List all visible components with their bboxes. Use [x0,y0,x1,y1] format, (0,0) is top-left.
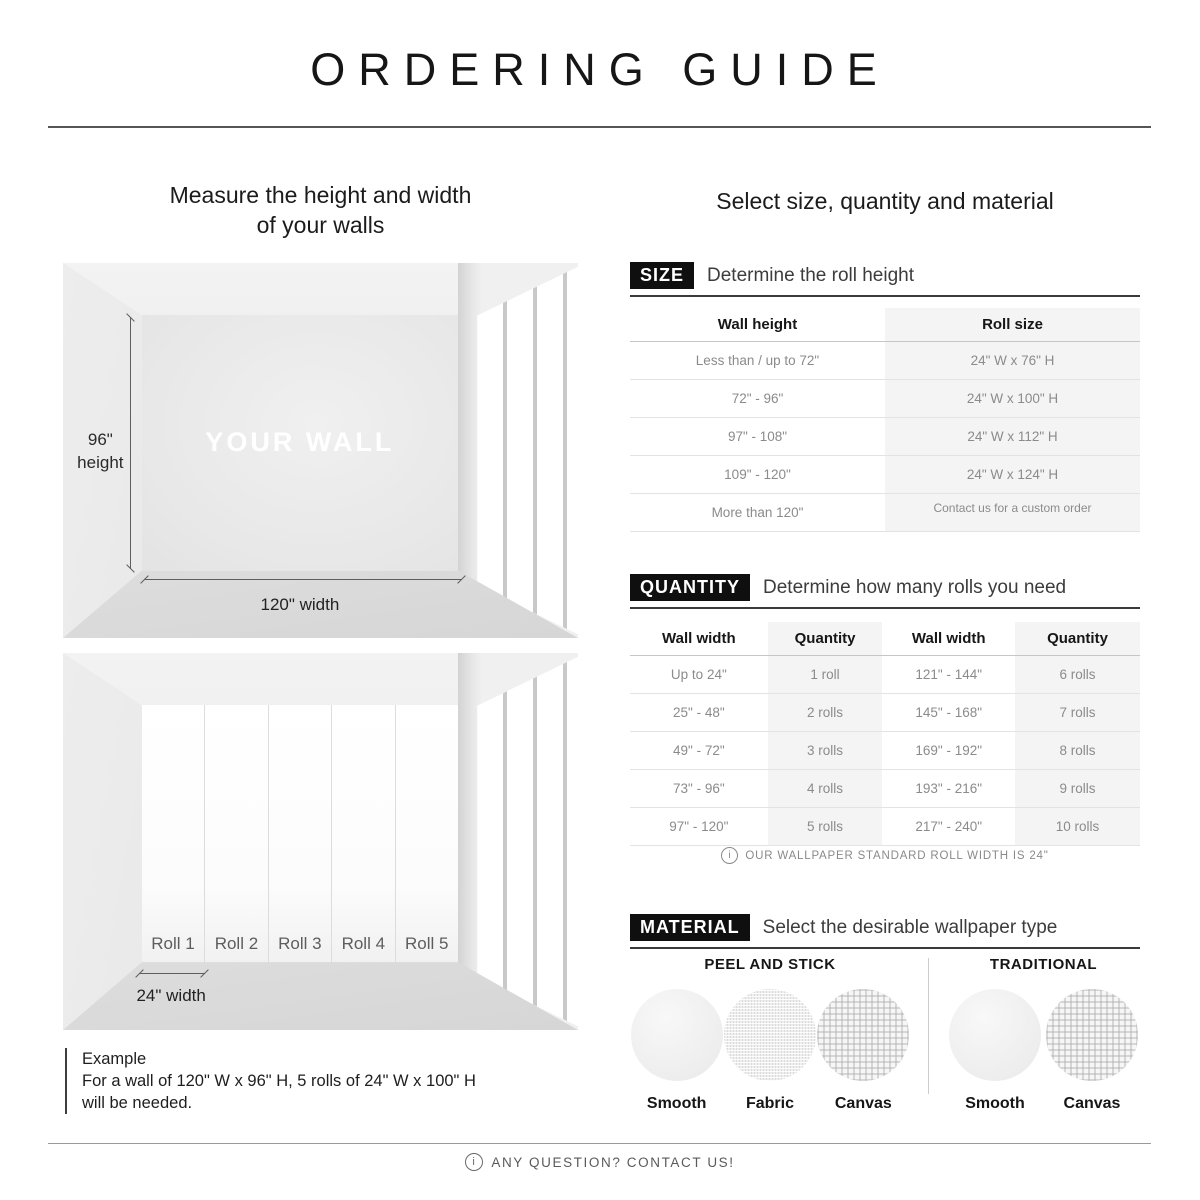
size-cell-roll-size: 24" W x 76" H [885,342,1140,380]
material-option-label: Canvas [834,1095,892,1112]
material-option-label: Smooth [646,1095,707,1112]
room-illustration-your-wall [63,263,578,638]
example-line2: will be needed. [82,1094,193,1112]
window-icon [477,263,578,638]
quantity-cell: 97" - 120" [630,808,768,846]
quantity-cell: 145" - 168" [882,694,1015,732]
material-section-header [630,914,1140,949]
quantity-cell: 121" - 144" [882,656,1015,694]
roll-label: Roll 5 [405,934,449,954]
size-subtitle: Determine the roll height [707,264,915,286]
quantity-col-header: Wall width [882,622,1015,656]
left-heading-line2: of your walls [256,212,385,238]
page-title: ORDERING GUIDE [310,44,890,95]
your-wall [142,315,458,570]
material-option-canvas [817,989,910,1113]
material-options [630,956,1140,1113]
size-cell-wall-height: 72" - 96" [630,380,885,418]
quantity-section-header [630,574,1140,609]
wallpaper-roll-panels [142,705,458,962]
roll-panel [332,705,395,962]
smooth-texture-swatch-icon [631,989,723,1081]
quantity-cell: 169" - 192" [882,732,1015,770]
material-group-title: PEEL AND STICK [704,956,836,973]
quantity-cell: 4 rolls [768,770,883,808]
quantity-table [630,622,1140,846]
material-subtitle: Select the desirable wallpaper type [762,916,1058,938]
size-col-header-wall-height: Wall height [630,308,885,342]
right-column-heading: Select size, quantity and material [716,188,1054,214]
material-group-peel-and-stick [630,956,910,1113]
swatch-row [947,989,1140,1113]
roll-panel [205,705,268,962]
size-cell-wall-height: 109" - 120" [630,456,885,494]
example-line1: For a wall of 120" W x 96" H, 5 rolls of 24" W x 100" H [82,1072,476,1090]
quantity-col-header: Quantity [1015,622,1140,656]
size-section-header [630,262,1140,297]
quantity-cell: 49" - 72" [630,732,768,770]
footer-contact-text: ANY QUESTION? CONTACT US! [491,1154,735,1170]
material-option-fabric [723,989,816,1113]
size-table [630,308,1140,532]
material-group-divider [928,958,929,1094]
quantity-cell: 6 rolls [1015,656,1140,694]
example-title: Example [82,1050,147,1068]
width-dimension-line [144,579,461,580]
size-cell-roll-size: Contact us for a custom order [885,494,1140,532]
size-cell-roll-size: 24" W x 100" H [885,380,1140,418]
material-option-label: Smooth [965,1095,1025,1112]
height-value: 96" [87,430,113,449]
roll-width-dimension-line [139,973,205,974]
quantity-cell: 73" - 96" [630,770,768,808]
quantity-cell: 217" - 240" [882,808,1015,846]
height-word: height [77,453,124,472]
your-wall-label: YOUR WALL [205,427,395,458]
size-cell-roll-size: 24" W x 112" H [885,418,1140,456]
quantity-cell: 1 roll [768,656,883,694]
quantity-cell: 2 rolls [768,694,883,732]
roll-label: Roll 2 [214,934,259,954]
room-illustration-rolls [63,653,578,1030]
roll-width-note [630,847,1140,864]
swatch-row [630,989,910,1113]
roll-width-note-text: OUR WALLPAPER STANDARD ROLL WIDTH IS 24" [745,849,1049,862]
roll-width-dimension-label: 24" width [136,986,206,1006]
left-heading-line1: Measure the height and width [169,182,472,208]
material-option-canvas [1044,989,1140,1113]
roll-panel [396,705,458,962]
quantity-cell: 10 rolls [1015,808,1140,846]
smooth-texture-swatch-icon [949,989,1041,1081]
material-option-label: Fabric [745,1095,794,1112]
quantity-subtitle: Determine how many rolls you need [763,576,1067,598]
quantity-cell: Up to 24" [630,656,768,694]
size-cell-wall-height: More than 120" [630,494,885,532]
height-dimension-label [63,428,138,474]
width-dimension-label: 120" width [260,595,340,615]
size-cell-roll-size: 24" W x 124" H [885,456,1140,494]
roll-panel [269,705,332,962]
quantity-col-header: Quantity [768,622,883,656]
header-divider [48,126,1151,128]
size-cell-wall-height: Less than / up to 72" [630,342,885,380]
quantity-cell: 193" - 216" [882,770,1015,808]
size-col-header-roll-size: Roll size [885,308,1140,342]
roll-panel [142,705,205,962]
example-note [65,1048,562,1114]
window-icon [477,653,578,1030]
roll-label: Roll 1 [151,934,195,954]
material-badge: MATERIAL [630,914,750,941]
material-option-smooth [630,989,723,1113]
quantity-cell: 5 rolls [768,808,883,846]
material-option-smooth [947,989,1043,1113]
canvas-texture-swatch-icon [817,989,909,1081]
fabric-texture-swatch-icon [724,989,816,1081]
quantity-cell: 3 rolls [768,732,883,770]
size-cell-wall-height: 97" - 108" [630,418,885,456]
size-badge: SIZE [630,262,694,289]
material-option-label: Canvas [1063,1095,1121,1112]
quantity-col-header: Wall width [630,622,768,656]
roll-label: Roll 4 [341,934,386,954]
canvas-texture-swatch-icon [1046,989,1138,1081]
info-icon [465,1153,483,1171]
quantity-cell: 8 rolls [1015,732,1140,770]
footer-contact [0,1153,1200,1171]
quantity-cell: 9 rolls [1015,770,1140,808]
roll-label: Roll 3 [278,934,322,954]
quantity-cell: 25" - 48" [630,694,768,732]
info-icon [721,847,738,864]
material-group-traditional [947,956,1140,1113]
quantity-cell: 7 rolls [1015,694,1140,732]
quantity-badge: QUANTITY [630,574,750,601]
footer-divider [48,1143,1151,1144]
left-column-heading [63,180,578,240]
material-group-title: TRADITIONAL [989,956,1098,973]
